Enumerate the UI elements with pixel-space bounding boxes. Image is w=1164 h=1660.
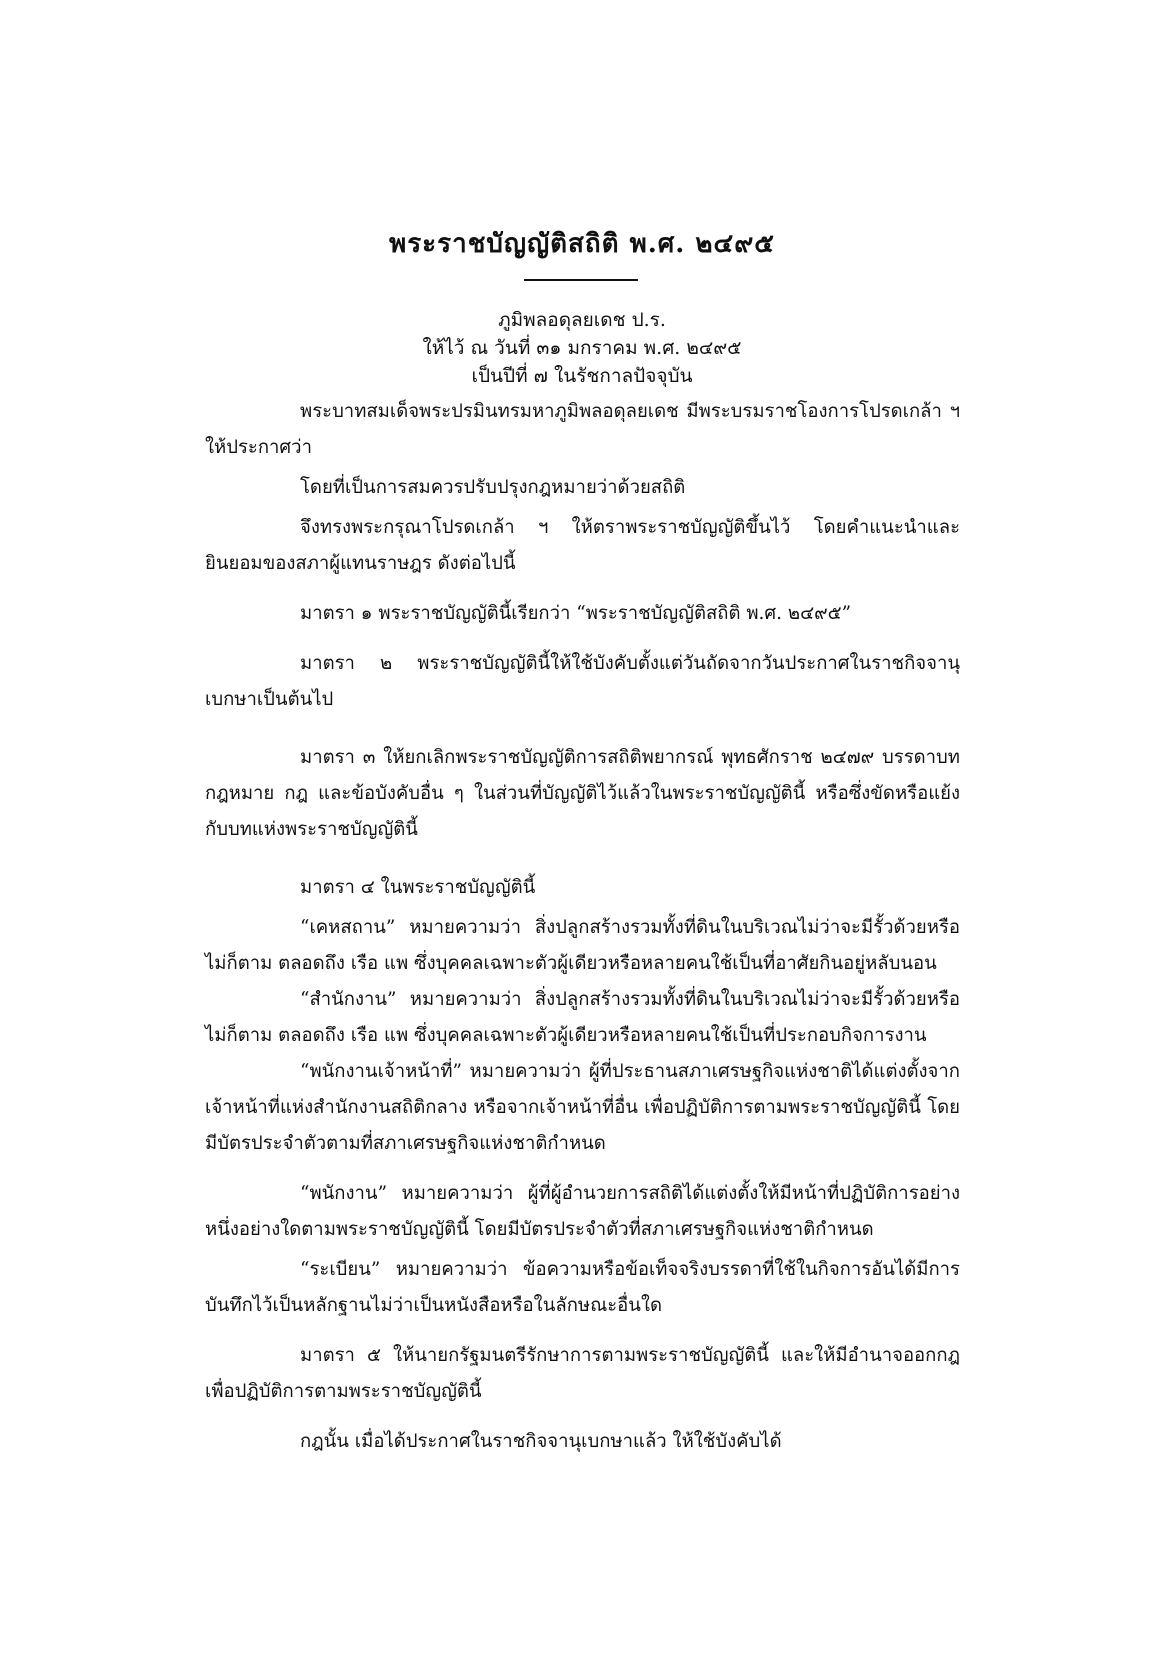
title-underline bbox=[524, 279, 638, 281]
royal-signature: ภูมิพลอดุลยเดช ป.ร. bbox=[498, 309, 666, 331]
definition-office: “สำนักงาน” หมายความว่า สิ่งปลูกสร้างรวมทั้งที่ดินในบริเวณไม่ว่าจะมีรั้วด้วยหรือไม่ก็ตาม ตลอดถึง เรือ แพ ซึ่งบุคคลเฉพาะตัวผู้เดียวหรือหลายคนใช้เป็นที่ประกอบกิจการงาน bbox=[205, 989, 960, 1046]
section-5-closing: กฎนั้น เมื่อได้ประกาศในราชกิจจานุเบกษาแล้ว ให้ใช้บังคับได้ bbox=[300, 1431, 782, 1452]
act-title: พระราชบัญญัติสถิติ พ.ศ. ๒๔๙๕ bbox=[389, 229, 775, 259]
section-3: มาตรา ๓ ให้ยกเลิกพระราชบัญญัติการสถิติพยากรณ์ พุทธศักราช ๒๔๗๙ บรรดาบทกฎหมาย กฎ และข้อบังคับอื่น ๆ ในส่วนที่บัญญัติไว้แล้วในพระราชบัญญัตินี้ หรือซึ่งขัดหรือแย้งกับบทแห่งพระราชบัญญัตินี้ bbox=[205, 747, 960, 840]
section-5: มาตรา ๕ ให้นายกรัฐมนตรีรักษาการตามพระราชบัญญัตินี้ และให้มีอำนาจออกกฎเพื่อปฏิบัติการตามพระราชบัญญัตินี้ bbox=[205, 1345, 960, 1402]
given-date: ให้ไว้ ณ วันที่ ๓๑ มกราคม พ.ศ. ๒๔๙๕ bbox=[422, 337, 742, 359]
section-1: มาตรา ๑ พระราชบัญญัตินี้เรียกว่า “พระราชบัญญัติสถิติ พ.ศ. ๒๔๙๕” bbox=[300, 603, 852, 624]
reason-paragraph: โดยที่เป็นการสมควรปรับปรุงกฎหมายว่าด้วยสถิติ bbox=[300, 477, 686, 498]
definition-officer: “พนักงาน” หมายความว่า ผู้ที่ผู้อำนวยการสถิติได้แต่งตั้งให้มีหน้าที่ปฏิบัติการอย่างหนึ่งอย่างใดตามพระราชบัญญัตินี้ โดยมีบัตรประจำตัวที่สภาเศรษฐกิจแห่งชาติกำหนด bbox=[205, 1183, 960, 1240]
enactment-paragraph: จึงทรงพระกรุณาโปรดเกล้า ฯ ให้ตราพระราชบัญญัติขึ้นไว้ โดยคำแนะนำและยินยอมของสภาผู้แทนราษฎร ดังต่อไปนี้ bbox=[205, 517, 960, 574]
reign-year: เป็นปีที่ ๗ ในรัชกาลปัจจุบัน bbox=[471, 365, 693, 387]
section-2: มาตรา ๒ พระราชบัญญัตินี้ให้ใช้บังคับตั้งแต่วันถัดจากวันประกาศในราชกิจจานุเบกษาเป็นต้นไป bbox=[205, 653, 960, 710]
act-body bbox=[205, 394, 960, 1460]
definition-record: “ระเบียน” หมายความว่า ข้อความหรือข้อเท็จจริงบรรดาที่ใช้ในกิจการอันได้มีการบันทึกไว้เป็นหลักฐานไม่ว่าเป็นหนังสือหรือในลักษณะอื่นใด bbox=[205, 1259, 960, 1316]
proclamation-paragraph: พระบาทสมเด็จพระปรมินทรมหาภูมิพลอดุลยเดช มีพระบรมราชโองการโปรดเกล้า ฯ ให้ประกาศว่า bbox=[205, 401, 960, 458]
section-4: มาตรา ๔ ในพระราชบัญญัตินี้ bbox=[300, 877, 536, 898]
definition-competent-official: “พนักงานเจ้าหน้าที่” หมายความว่า ผู้ที่ประธานสภาเศรษฐกิจแห่งชาติได้แต่งตั้งจากเจ้าหน้าที่แห่งสำนักงานสถิติกลาง หรือจากเจ้าหน้าที่อื่น เพื่อปฏิบัติการตามพระราชบัญญัตินี้ โดยมีบัตรประจำตัวตามที่สภาเศรษฐกิจแห่งชาติกำหนด bbox=[205, 1061, 960, 1154]
definition-residence: “เคหสถาน” หมายความว่า สิ่งปลูกสร้างรวมทั้งที่ดินในบริเวณไม่ว่าจะมีรั้วด้วยหรือไม่ก็ตาม ตลอดถึง เรือ แพ ซึ่งบุคคลเฉพาะตัวผู้เดียวหรือหลายคนใช้เป็นที่อาศัยกินอยู่หลับนอน bbox=[205, 917, 960, 974]
